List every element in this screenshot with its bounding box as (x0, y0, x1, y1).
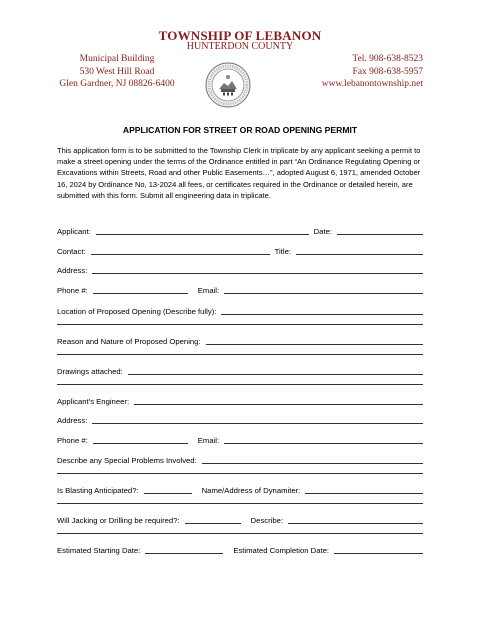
website-line: www.lebanontownship.net (321, 79, 423, 89)
completion-date-field[interactable] (334, 545, 423, 554)
reason-field-line[interactable] (57, 354, 423, 355)
fax-line: Fax 908-638-5957 (352, 66, 423, 77)
township-seal-icon (205, 62, 251, 108)
address-line: Glen Gardner, NJ 08826-6400 (59, 79, 175, 89)
location-field[interactable] (221, 306, 423, 315)
engineer-field[interactable] (134, 396, 423, 405)
township-name: TOWNSHIP OF LEBANON (158, 28, 322, 43)
phone-line: Tel. 908-638-8523 (352, 54, 423, 64)
contact-row (57, 246, 423, 257)
start-date-field[interactable] (145, 545, 223, 554)
drawings-field-line[interactable] (57, 384, 423, 385)
dynamiter-field-line[interactable] (57, 503, 423, 504)
date-label: Date: (313, 227, 332, 236)
applicant-field[interactable] (96, 226, 309, 235)
special-problems-field[interactable] (202, 455, 423, 464)
reason-field[interactable] (206, 336, 423, 345)
drawings-field[interactable] (128, 366, 423, 375)
email-label: Email: (197, 286, 220, 295)
contact-label: Contact: (57, 247, 86, 256)
dynamiter-field[interactable] (305, 485, 423, 494)
title-field[interactable] (296, 246, 423, 255)
drawings-label: Drawings attached: (57, 367, 123, 376)
location-label: Location of Proposed Opening (Describe fully): (57, 307, 217, 316)
dynamiter-label: Name/Address of Dynamiter: (201, 486, 301, 495)
engineer-phone-label: Phone #: (57, 436, 88, 445)
location-row (57, 306, 423, 317)
jacking-field[interactable] (185, 515, 241, 524)
engineer-phone-field[interactable] (93, 435, 188, 444)
applicant-label: Applicant: (57, 227, 91, 236)
special-problems-label: Describe any Special Problems Involved: (57, 456, 197, 465)
applicant-row (57, 226, 423, 237)
engineer-email-field[interactable] (224, 435, 423, 444)
contact-field[interactable] (91, 246, 270, 255)
jacking-row (57, 515, 423, 526)
dates-row (57, 545, 423, 556)
email-field[interactable] (224, 285, 423, 294)
engineer-address-row (57, 415, 423, 426)
completion-date-label: Estimated Completion Date: (233, 546, 330, 555)
special-problems-row (57, 455, 423, 466)
address-line: Municipal Building (79, 54, 155, 64)
form-title: APPLICATION FOR STREET OR ROAD OPENING PERMIT (122, 125, 358, 135)
describe-field-line[interactable] (57, 533, 423, 534)
describe-field[interactable] (288, 515, 423, 524)
intro-paragraph: This application form is to be submitted to the Township Clerk in triplicate by any applicant seeking a permit to make a street opening under the terms of the Ordinance entitled in part “An Ordinance Regulating Opening or Excavations within Streets, Road and other Public Easements…”, adopted August 6, 1971, amended October 16, 2024 by Ordinance No, 13-2024 all fees, or certificates required in the Ordinance or detailed herein, are submitted with this form. Submit all engineering data in triplicate. (57, 146, 421, 200)
date-field[interactable] (337, 226, 423, 235)
address-block (58, 53, 176, 91)
reason-label: Reason and Nature of Proposed Opening: (57, 337, 201, 346)
phone-label: Phone #: (57, 286, 88, 295)
address-line: 530 West Hill Road (79, 66, 155, 77)
start-date-label: Estimated Starting Date: (57, 546, 141, 555)
engineer-label: Applicant’s Engineer: (57, 397, 130, 406)
engineer-phone-row (57, 435, 423, 446)
phone-row (57, 285, 423, 296)
drawings-row (57, 366, 423, 377)
engineer-address-label: Address: (57, 416, 88, 425)
phone-field[interactable] (93, 285, 188, 294)
engineer-address-field[interactable] (92, 415, 423, 424)
engineer-email-label: Email: (197, 436, 220, 445)
blasting-label: Is Blasting Anticipated?: (57, 486, 139, 495)
special-problems-field-line[interactable] (57, 473, 423, 474)
address-field[interactable] (92, 265, 423, 274)
jacking-label: Will Jacking or Drilling be required?: (57, 516, 180, 525)
blasting-field[interactable] (144, 485, 192, 494)
reason-row (57, 336, 423, 347)
contact-block (273, 53, 423, 91)
address-row (57, 265, 423, 276)
county-name: HUNTERDON COUNTY (186, 41, 294, 52)
address-label: Address: (57, 266, 88, 275)
title-label: Title: (274, 247, 291, 256)
location-field-line[interactable] (57, 324, 423, 325)
blasting-row (57, 485, 423, 496)
describe-label: Describe: (250, 516, 284, 525)
engineer-row (57, 396, 423, 407)
